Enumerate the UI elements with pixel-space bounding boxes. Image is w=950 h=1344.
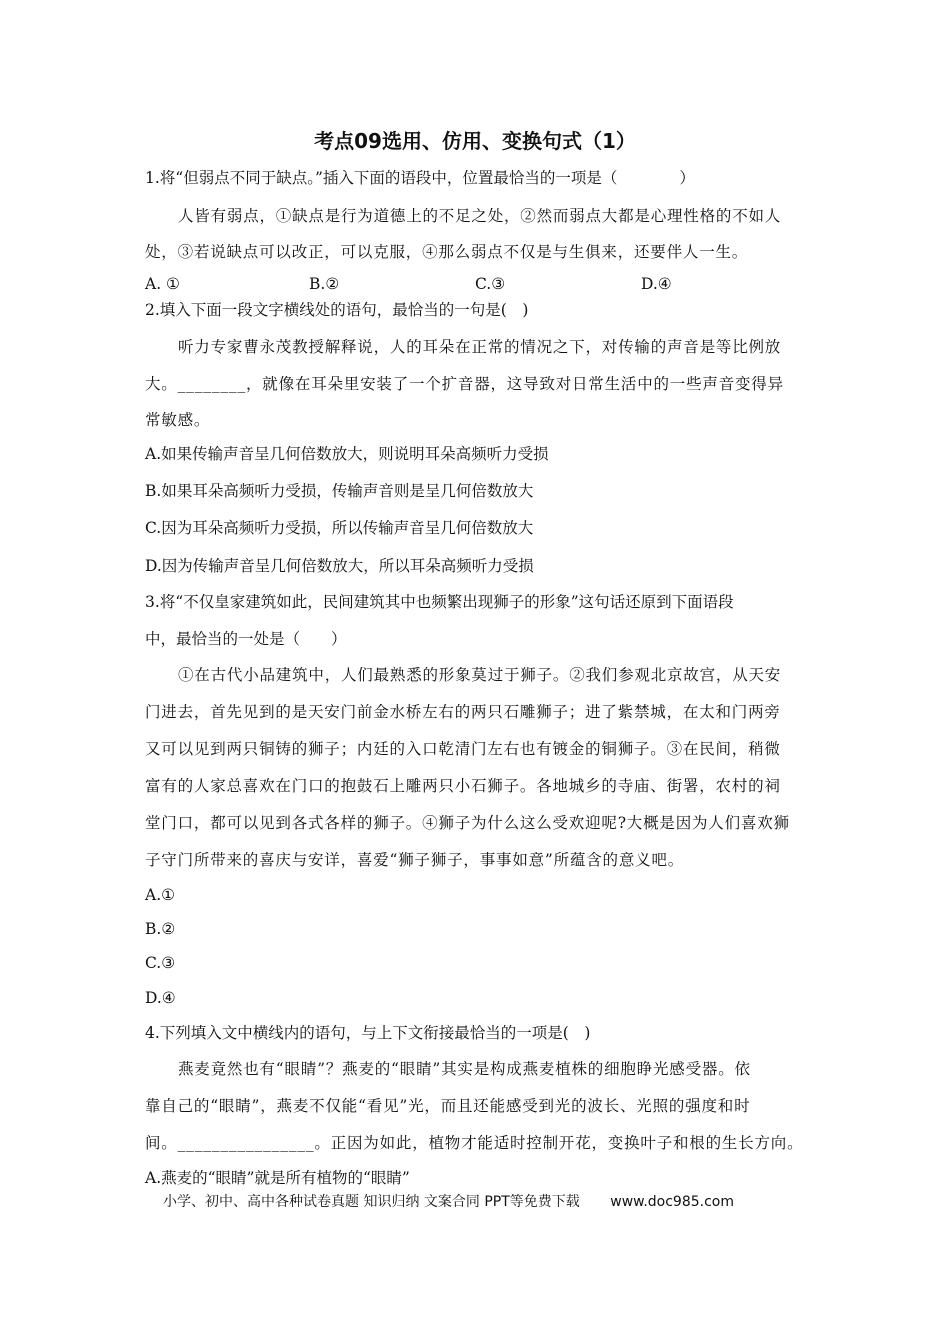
q3-passage-line: 门进去，首先见到的是天安门前金水桥左右的两只石雕狮子；进了紫禁城，在太和门两旁 bbox=[145, 703, 781, 721]
q1-passage-line: 处，③若说缺点可以改正，可以克服，④那么弱点不仅是与生俱来，还要伴人一生。 bbox=[145, 243, 749, 261]
q3-passage-line: 堂门口，都可以见到各式各样的狮子。④狮子为什么这么受欢迎呢?大概是因为人们喜欢狮 bbox=[145, 814, 790, 832]
q3-passage-line: 又可以见到两只铜铸的狮子；内廷的入口乾清门左右也有镀金的铜狮子。③在民间，稍微 bbox=[145, 740, 781, 758]
q1-option-b: B.② bbox=[309, 275, 340, 293]
q3-stem-line: 3.将“不仅皇家建筑如此，民间建筑其中也频繁出现狮子的形象”这句话还原到下面语段 bbox=[145, 593, 734, 611]
q2-option-d: D.因为传输声音呈几何倍数放大，所以耳朵高频听力受损 bbox=[145, 557, 534, 575]
q3-passage-line: 富有的人家总喜欢在门口的抱鼓石上雕两只小石狮子。各地城乡的寺庙、街署，农村的祠 bbox=[145, 777, 781, 795]
q4-option-a: A.燕麦的“眼睛”就是所有植物的“眼睛” bbox=[145, 1169, 410, 1187]
page-title: 考点09选用、仿用、变换句式（1） bbox=[314, 129, 636, 153]
q1-option-a: A. ① bbox=[145, 275, 180, 293]
q3-stem-line: 中，最恰当的一处是（ ） bbox=[145, 630, 347, 648]
q1-stem: 1.将“但弱点不同于缺点。”插入下面的语段中，位置最恰当的一项是（ ） bbox=[145, 169, 695, 187]
q4-passage-line: 燕麦竟然也有“眼睛”？燕麦的“眼睛”其实是构成燕麦植株的细胞睁光感受器。依 bbox=[178, 1060, 751, 1078]
q4-passage-line: 间。________________。正因为如此，植物才能适时控制开花，变换叶子和根的生长方向。 bbox=[145, 1134, 804, 1152]
q3-option-b: B.② bbox=[145, 920, 176, 938]
q3-option-a: A.① bbox=[145, 886, 176, 904]
q2-passage-line: 听力专家曹永茂教授解释说，人的耳朵在正常的情况之下，对传输的声音是等比例放 bbox=[178, 338, 782, 356]
footer-url[interactable]: www.doc985.com bbox=[610, 1194, 734, 1210]
q1-options bbox=[0, 272, 950, 296]
page-footer bbox=[163, 1191, 734, 1213]
q2-option-a: A.如果传输声音呈几何倍数放大，则说明耳朵高频听力受损 bbox=[145, 445, 549, 463]
q2-passage-line: 常敏感。 bbox=[145, 411, 211, 429]
q3-passage-line: ①在古代小品建筑中，人们最熟悉的形象莫过于狮子。②我们参观北京故宫，从天安 bbox=[178, 666, 782, 684]
q3-option-d: D.④ bbox=[145, 989, 176, 1007]
q1-option-d: D.④ bbox=[641, 275, 672, 293]
q4-passage-line: 靠自己的“眼睛”，燕麦不仅能“看见”光，而且还能感受到光的波长、光照的强度和时 bbox=[145, 1097, 751, 1115]
q1-passage-line: 人皆有弱点，①缺点是行为道德上的不足之处，②然而弱点大都是心理性格的不如人 bbox=[178, 207, 782, 225]
q1-option-c: C.③ bbox=[475, 275, 506, 293]
q4-stem: 4.下列填入文中横线内的语句，与上下文衔接最恰当的一项是( ) bbox=[145, 1024, 591, 1042]
q3-passage-line: 子守门所带来的喜庆与安详，喜爱“狮子狮子，事事如意”所蕴含的意义吧。 bbox=[145, 851, 685, 869]
q3-option-c: C.③ bbox=[145, 954, 176, 972]
footer-text: 小学、初中、高中各种试卷真题 知识归纳 文案合同 PPT等免费下载 bbox=[163, 1194, 580, 1210]
q2-option-c: C.因为耳朵高频听力受损，所以传输声音呈几何倍数放大 bbox=[145, 519, 534, 537]
q2-option-b: B.如果耳朵高频听力受损，传输声音则是呈几何倍数放大 bbox=[145, 482, 534, 500]
q2-passage-line: 大。________，就像在耳朵里安装了一个扩音器，这导致对日常生活中的一些声音变得异 bbox=[145, 375, 784, 393]
q2-stem: 2.填入下面一段文字横线处的语句，最恰当的一句是( ) bbox=[145, 301, 529, 319]
